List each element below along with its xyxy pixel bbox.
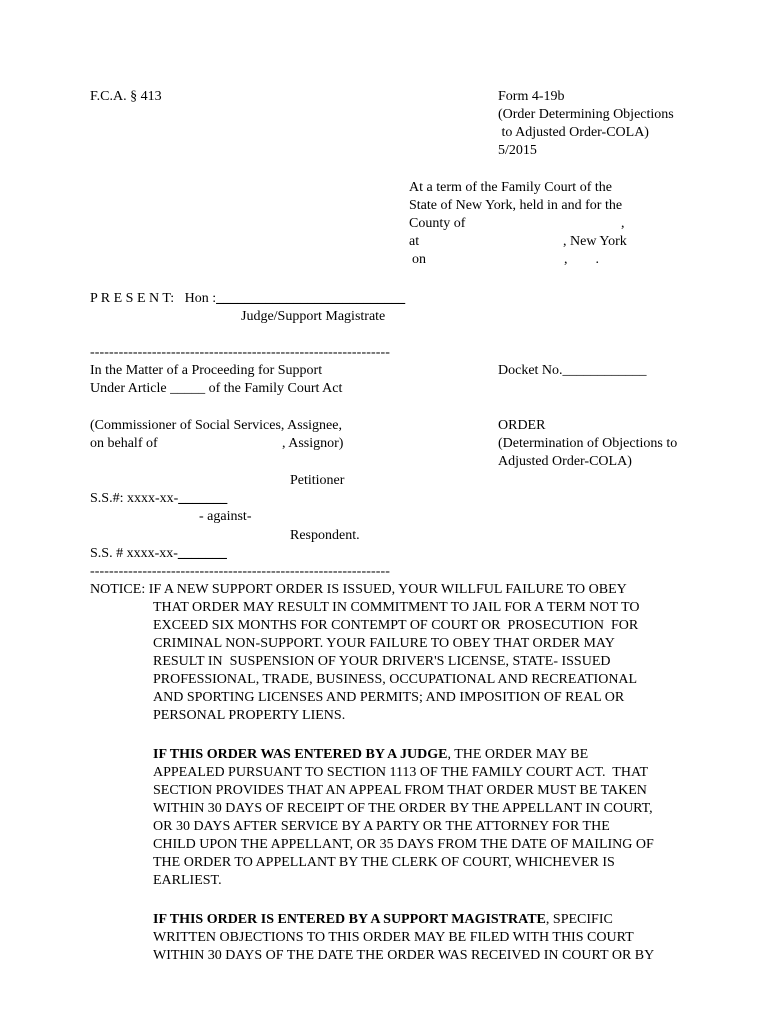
notice-line: THAT ORDER MAY RESULT IN COMMITMENT TO JAIL FOR A TERM NOT TO [153, 600, 640, 615]
judge-paragraph-first-line [153, 746, 713, 764]
respondent-ss-prefix: S.S. # xxxx-xx- [90, 546, 178, 561]
docket-number: Docket No.____________ [498, 363, 647, 378]
magistrate-paragraph-bold-lead: IF THIS ORDER IS ENTERED BY A SUPPORT MAGISTRATE [153, 912, 546, 927]
on-label: on [412, 252, 426, 267]
magistrate-paragraph-line: WITHIN 30 DAYS OF THE DATE THE ORDER WAS RECEIVED IN COURT OR BY [153, 948, 655, 963]
notice-line: PROFESSIONAL, TRADE, BUSINESS, OCCUPATIONAL AND RECREATIONAL [153, 672, 638, 687]
caption-divider-bottom: --------------------------------------------------------------- [90, 564, 391, 579]
judge-paragraph-line: CHILD UPON THE APPELLANT, OR 35 DAYS FROM THE DATE OF MAILING OF [153, 837, 654, 852]
petitioner-ss-blank[interactable]: _______ [178, 491, 228, 506]
form-title-line-2: to Adjusted Order-COLA) [498, 125, 649, 140]
assignee-line-2-left: on behalf of [90, 436, 158, 451]
present-line [90, 290, 405, 308]
judge-title: Judge/Support Magistrate [241, 309, 386, 324]
judge-paragraph-line: WITHIN 30 DAYS OF RECEIPT OF THE ORDER BY THE APPELLANT IN COURT, [153, 801, 653, 816]
petitioner-ss-line [90, 490, 227, 508]
notice-line: CRIMINAL NON-SUPPORT. YOUR FAILURE TO OBEY THAT ORDER MAY [153, 636, 615, 651]
form-title-line-1: (Order Determining Objections [498, 107, 674, 122]
order-title: ORDER [498, 418, 546, 433]
date-punctuation: , . [564, 252, 599, 267]
magistrate-objection-paragraph [153, 911, 713, 965]
county-label: County of [409, 216, 466, 231]
date-line [409, 251, 709, 269]
state-suffix: , New York [563, 234, 627, 249]
order-subtitle-line-2: Adjusted Order-COLA) [498, 454, 632, 469]
court-term-line-2: State of New York, held in and for the [409, 198, 623, 213]
judge-paragraph-line: APPEALED PURSUANT TO SECTION 1113 OF THE FAMILY COURT ACT. THAT [153, 765, 649, 780]
notice-line: EXCEED SIX MONTHS FOR CONTEMPT OF COURT OR PROSECUTION FOR [153, 618, 639, 633]
respondent-label: Respondent. [290, 528, 360, 543]
county-comma: , [621, 216, 625, 231]
respondent-ss-blank[interactable]: _______ [177, 546, 227, 561]
judge-paragraph-line: THE ORDER TO APPELLANT BY THE CLERK OF COURT, WHICHEVER IS [153, 855, 615, 870]
respondent-ss-line [90, 545, 227, 563]
judge-paragraph-line: OR 30 DAYS AFTER SERVICE BY A PARTY OR THE ATTORNEY FOR THE [153, 819, 610, 834]
court-term-line-1: At a term of the Family Court of the [409, 180, 612, 195]
matter-line-1: In the Matter of a Proceeding for Support [90, 363, 323, 378]
judge-paragraph-bold-lead: IF THIS ORDER WAS ENTERED BY A JUDGE [153, 747, 448, 762]
order-subtitle-line-1: (Determination of Objections to [498, 436, 678, 451]
petitioner-label: Petitioner [290, 473, 345, 488]
judge-paragraph-first-rest: , THE ORDER MAY BE [447, 747, 589, 762]
notice-lead: NOTICE: IF A NEW SUPPORT ORDER IS ISSUED, YOUR WILLFUL FAILURE TO OBEY [90, 582, 627, 597]
magistrate-paragraph-line: WRITTEN OBJECTIONS TO THIS ORDER MAY BE FILED WITH THIS COURT [153, 930, 634, 945]
form-identifier [498, 88, 674, 160]
matter-line-2: Under Article _____ of the Family Court Act [90, 381, 343, 396]
notice-line: PERSONAL PROPERTY LIENS. [153, 708, 346, 723]
court-term-block [409, 179, 709, 269]
notice-body [153, 599, 713, 725]
notice-line: AND SPORTING LICENSES AND PERMITS; AND IMPOSITION OF REAL OR [153, 690, 625, 705]
assignee-line-2-right: , Assignor) [282, 436, 344, 451]
caption-divider-top: --------------------------------------------------------------- [90, 345, 391, 360]
statute-reference: F.C.A. § 413 [90, 89, 162, 104]
magistrate-paragraph-first-rest: , SPECIFIC [545, 912, 613, 927]
at-label: at [409, 234, 420, 249]
form-date: 5/2015 [498, 143, 537, 158]
form-number: Form 4-19b [498, 89, 565, 104]
against-label: - against- [199, 509, 252, 524]
petitioner-ss-prefix: S.S.#: xxxx-xx- [90, 491, 179, 506]
judge-name-blank[interactable]: ___________________________ [216, 291, 406, 306]
notice-line: RESULT IN SUSPENSION OF YOUR DRIVER'S LICENSE, STATE- ISSUED [153, 654, 611, 669]
magistrate-paragraph-first-line [153, 911, 713, 929]
present-label: P R E S E N T: Hon : [90, 291, 217, 306]
judge-paragraph-line: EARLIEST. [153, 873, 222, 888]
location-line [409, 233, 709, 251]
judge-appeal-paragraph [153, 746, 713, 890]
judge-paragraph-line: SECTION PROVIDES THAT AN APPEAL FROM THAT ORDER MUST BE TAKEN [153, 783, 647, 798]
assignee-line-1: (Commissioner of Social Services, Assignee, [90, 418, 342, 433]
county-line [409, 215, 709, 233]
